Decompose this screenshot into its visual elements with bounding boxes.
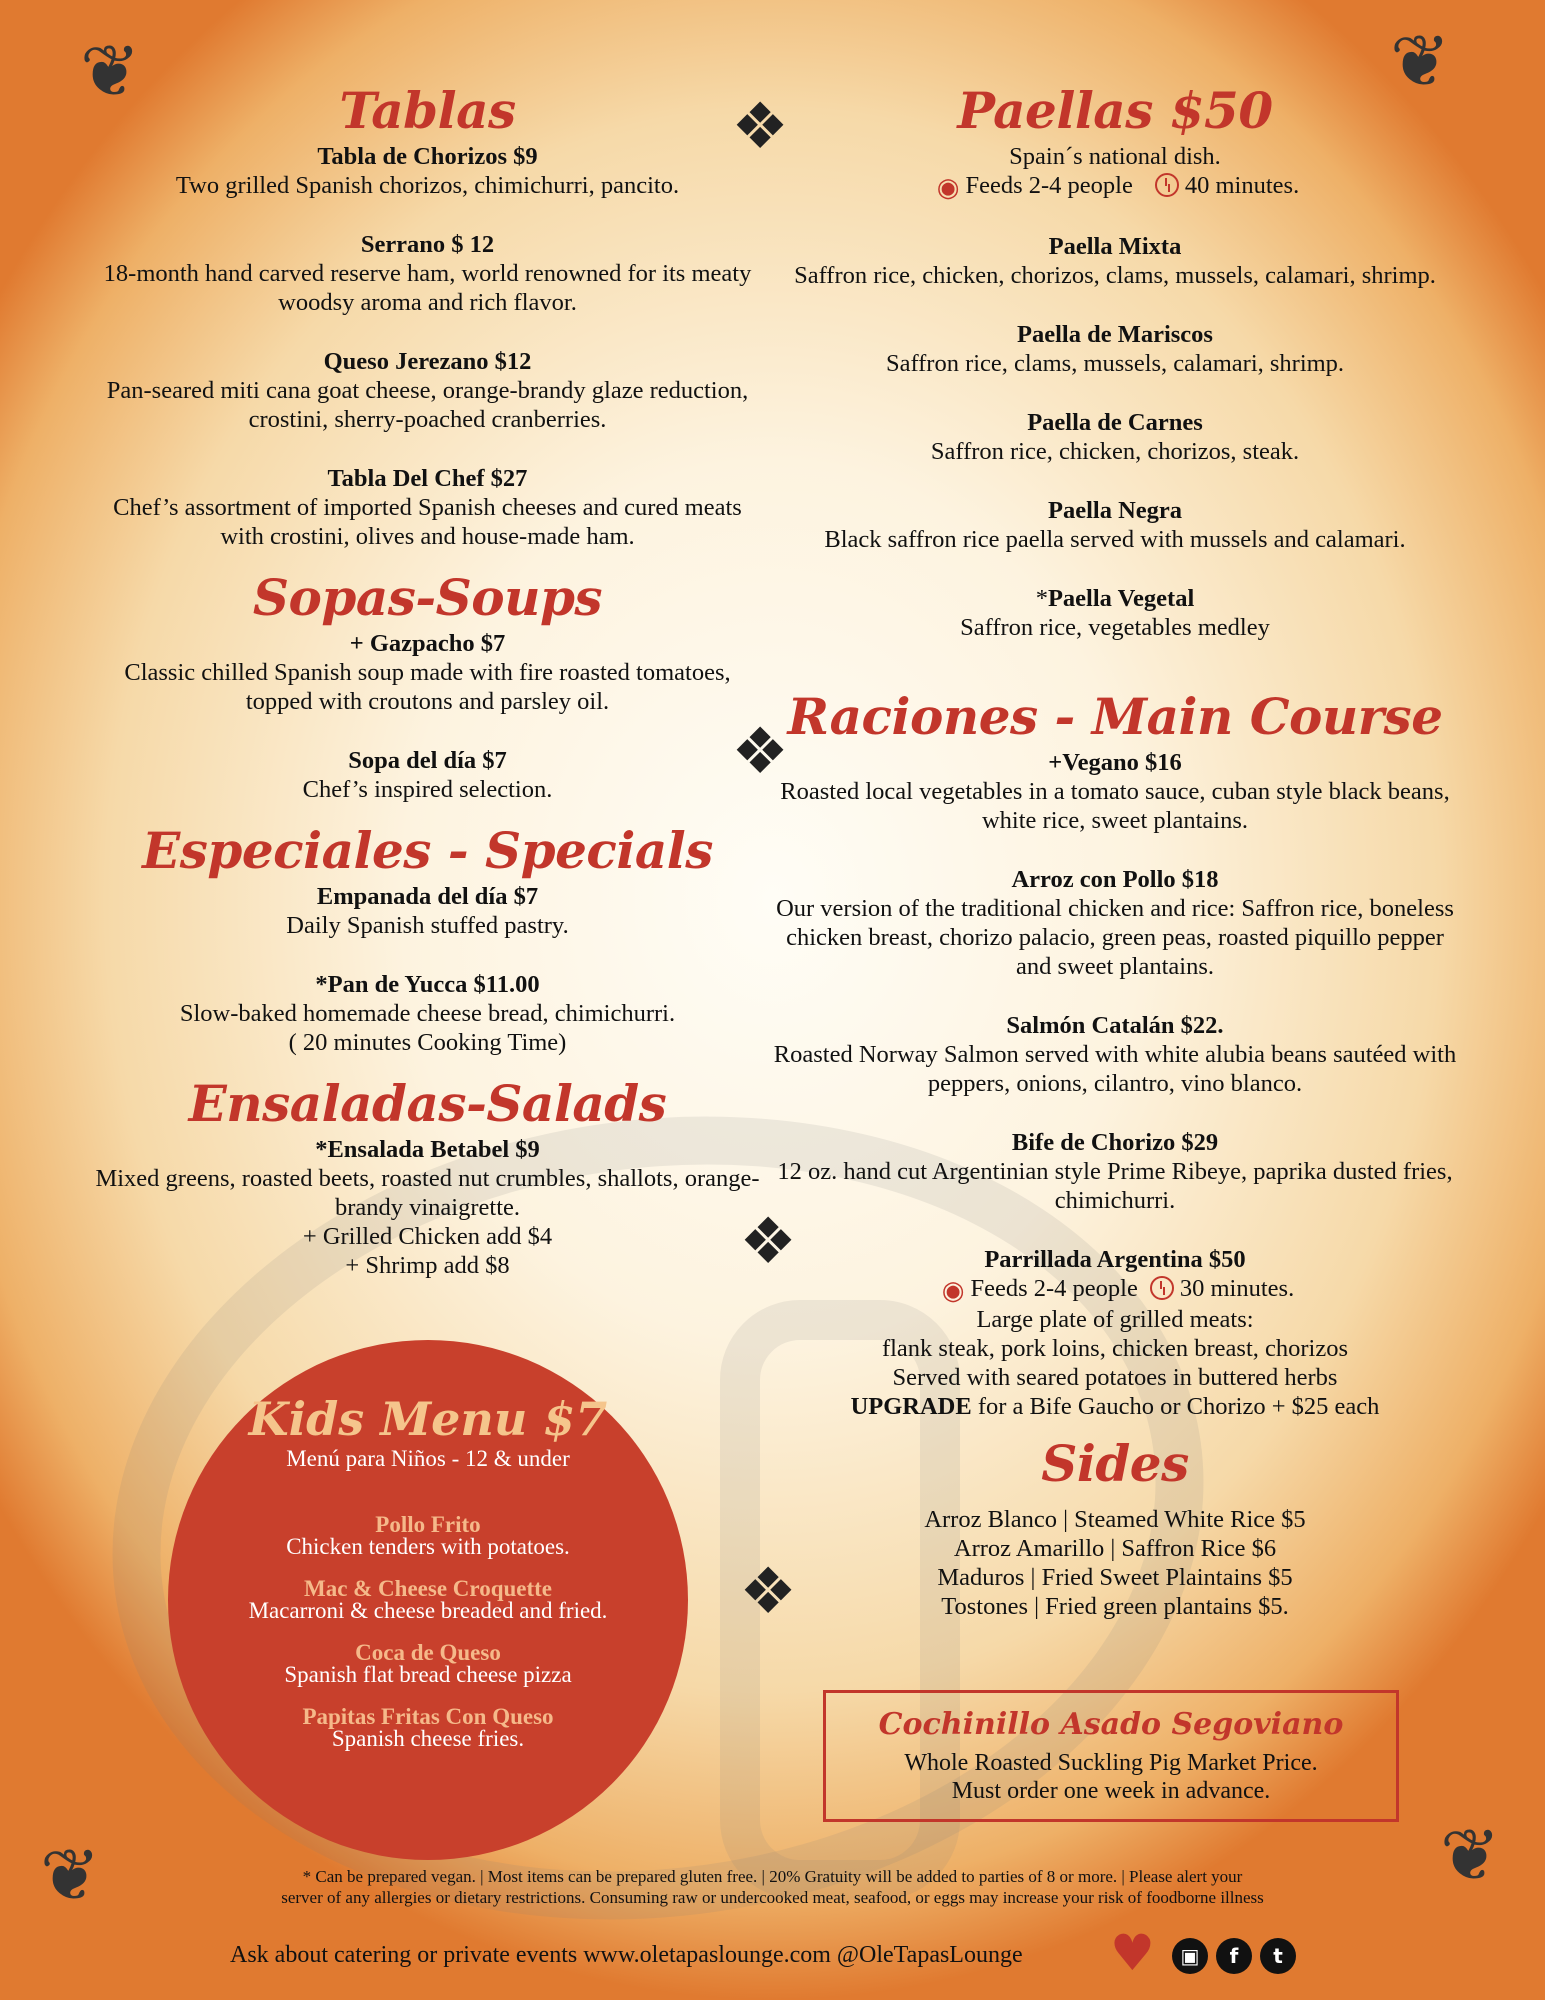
sides-list [770, 1505, 1460, 1621]
menu-item [95, 347, 760, 434]
kids-item-name: Pollo Frito [375, 1512, 481, 1537]
item-name: Serrano $ 12 [360, 231, 495, 258]
paellas-intro: Spain´s national dish. [1009, 143, 1221, 170]
section-title-raciones: Raciones - Main Course [787, 686, 1443, 746]
menu-item [770, 1011, 1460, 1098]
menu-item [95, 970, 760, 1057]
item-name: *Pan de Yucca $11.00 [315, 971, 540, 998]
item-desc: Slow-baked homemade cheese bread, chimichurri. [179, 1000, 676, 1027]
menu-item [95, 142, 760, 200]
menu-item [770, 1128, 1460, 1215]
vegan-star: * [1035, 584, 1048, 612]
item-name: *Ensalada Betabel $9 [315, 1136, 540, 1163]
corner-ornament-icon: ❦ [1440, 1816, 1501, 1896]
item-desc: Daily Spanish stuffed pastry. [286, 912, 569, 939]
time-text: 30 minutes. [1179, 1274, 1295, 1302]
item-name: Paella Mixta [1048, 232, 1182, 260]
item-addon: + Grilled Chicken add $4 [302, 1223, 553, 1250]
item-name: Tabla Del Chef $27 [327, 465, 528, 492]
section-title-sopas: Sopas-Soups [252, 568, 603, 627]
corner-ornament-icon: ❦ [1390, 22, 1451, 102]
item-name: Paella de Carnes [1027, 408, 1203, 436]
kids-item-name: Mac & Cheese Croquette [303, 1576, 553, 1601]
paellas-serving-info [770, 171, 1460, 202]
kids-item-desc: Spanish flat bread cheese pizza [284, 1662, 572, 1687]
cochinillo-title: Cochinillo Asado Segoviano [878, 1707, 1344, 1742]
kids-item-desc: Macarroni & cheese breaded and fried. [248, 1598, 608, 1623]
item-desc: Saffron rice, chicken, chorizos, clams, mussels, calamari, shrimp. [794, 261, 1436, 289]
scroll-ornament-icon: ❖ [731, 91, 789, 162]
menu-item [770, 408, 1460, 466]
item-name: Bife de Chorizo $29 [1011, 1128, 1219, 1156]
section-title-especiales: Especiales - Specials [142, 821, 713, 880]
corner-ornament-icon: ❦ [80, 32, 141, 112]
clock-icon [1155, 173, 1179, 197]
item-desc: Pan-seared miti cana goat cheese, orange-brandy glaze reduction, crostini, sherry-poached cranberries. [106, 377, 749, 433]
right-column [770, 80, 1460, 1651]
item-desc: Mixed greens, roasted beets, roasted nut crumbles, shallots, orange-brandy vinaigrette. [95, 1165, 760, 1221]
plate-icon: ◉ [941, 1275, 965, 1305]
kids-item [168, 1578, 688, 1622]
section-title-ensaladas: Ensaladas-Salads [188, 1074, 667, 1133]
scroll-ornament-icon: ❖ [731, 716, 789, 787]
footer-text: Ask about catering or private events www.oletapaslounge.com @OleTapasLounge [230, 1942, 1023, 1968]
facebook-icon[interactable]: f [1216, 1938, 1252, 1974]
menu-item [95, 629, 760, 716]
item-desc: Saffron rice, vegetables medley [960, 613, 1270, 641]
footnote-line: server of any allergies or dietary restrictions. Consuming raw or undercooked meat, seafood, or eggs may increase your risk of foodborne illness [281, 1888, 1264, 1907]
menu-item [770, 865, 1460, 981]
kids-item-name: Coca de Queso [355, 1640, 501, 1665]
item-name: Salmón Catalán $22. [1006, 1011, 1224, 1039]
item-name: Queso Jerezano $12 [323, 348, 532, 375]
kids-item [168, 1642, 688, 1686]
kids-item [168, 1514, 688, 1558]
item-note: ( 20 minutes Cooking Time) [288, 1029, 567, 1056]
kids-item-desc: Chicken tenders with potatoes. [286, 1534, 570, 1559]
instagram-icon[interactable]: ▣ [1172, 1938, 1208, 1974]
upgrade-label: UPGRADE [850, 1392, 972, 1420]
section-title-paellas: Paellas $50 [957, 81, 1273, 140]
kids-menu-circle [168, 1340, 688, 1860]
parrillada-serving-info [770, 1274, 1460, 1305]
item-desc: Classic chilled Spanish soup made with fire roasted tomatoes, topped with croutons and parsley oil. [124, 659, 731, 715]
menu-item [95, 1135, 760, 1280]
feeds-text: Feeds 2-4 people [970, 1274, 1138, 1302]
menu-item [770, 1245, 1460, 1421]
side-item: Arroz Blanco | Steamed White Rice $5 [924, 1505, 1306, 1533]
clock-icon [1150, 1276, 1174, 1300]
section-title-sides: Sides [1041, 1433, 1189, 1493]
footnote-line: * Can be prepared vegan. | Most items can be prepared gluten free. | 20% Gratuity will be added to parties of 8 or more. | Please alert your [302, 1867, 1243, 1886]
kids-menu-subtitle: Menú para Niños - 12 & under [286, 1446, 570, 1471]
item-desc: Chef’s inspired selection. [302, 776, 553, 803]
item-desc: Two grilled Spanish chorizos, chimichurri, pancito. [175, 172, 680, 199]
cochinillo-line: Whole Roasted Suckling Pig Market Price. [904, 1750, 1318, 1776]
menu-item [770, 142, 1460, 202]
scroll-ornament-icon: ❖ [739, 1206, 797, 1277]
time-text: 40 minutes. [1184, 172, 1300, 199]
menu-item [95, 746, 760, 804]
side-item: Arroz Amarillo | Saffron Rice $6 [953, 1534, 1277, 1562]
kids-menu-title: Kids Menu $7 [248, 1392, 608, 1446]
menu-item [770, 320, 1460, 378]
item-desc: Saffron rice, clams, mussels, calamari, shrimp. [885, 349, 1345, 377]
menu-item [770, 496, 1460, 554]
item-desc: Our version of the traditional chicken and rice: Saffron rice, boneless chicken breast, chorizo palacio, green peas, roasted piquillo pepper and sweet plantains. [776, 894, 1454, 980]
item-desc: Served with seared potatoes in buttered herbs [892, 1363, 1338, 1391]
upgrade-text: for a Bife Gaucho or Chorizo + $25 each [971, 1392, 1380, 1420]
footnote [140, 1866, 1405, 1908]
kids-item [168, 1706, 688, 1750]
item-desc: flank steak, pork loins, chicken breast, chorizos [881, 1334, 1349, 1362]
cochinillo-box [823, 1690, 1399, 1822]
side-item: Maduros | Fried Sweet Plaintains $5 [937, 1563, 1293, 1591]
scroll-ornament-icon: ❖ [739, 1556, 797, 1627]
item-name: +Vegano $16 [1048, 748, 1182, 776]
item-desc: 12 oz. hand cut Argentinian style Prime Ribeye, paprika dusted fries, chimichurri. [777, 1157, 1453, 1214]
menu-item [95, 464, 760, 551]
item-desc: Large plate of grilled meats: [976, 1305, 1254, 1333]
kids-item-name: Papitas Fritas Con Queso [302, 1704, 554, 1729]
twitter-icon[interactable]: t [1260, 1938, 1296, 1974]
section-title-tablas: Tablas [339, 81, 516, 140]
menu-item [95, 230, 760, 317]
left-column [95, 80, 760, 1310]
item-name-text: Paella Vegetal [1047, 584, 1195, 612]
cochinillo-desc [826, 1749, 1396, 1805]
item-name: Sopa del día $7 [348, 747, 507, 774]
item-name: Tabla de Chorizos $9 [317, 143, 538, 170]
item-desc: Chef’s assortment of imported Spanish cheeses and cured meats with crostini, olives and house-made ham. [113, 494, 742, 550]
feeds-text: Feeds 2-4 people [965, 172, 1133, 199]
item-desc: Saffron rice, chicken, chorizos, steak. [930, 437, 1300, 465]
item-name: Arroz con Pollo $18 [1011, 865, 1219, 893]
upgrade-line [770, 1392, 1460, 1421]
menu-item [770, 584, 1460, 642]
item-name [770, 584, 1460, 613]
heart-icon: ♥ [1110, 1924, 1155, 1982]
menu-item [770, 748, 1460, 835]
item-desc: 18-month hand carved reserve ham, world renowned for its meaty woodsy aroma and rich flavor. [103, 260, 752, 316]
item-name: + Gazpacho $7 [349, 630, 506, 657]
cochinillo-line: Must order one week in advance. [951, 1778, 1271, 1804]
item-addon: + Shrimp add $8 [345, 1252, 510, 1279]
kids-item-desc: Spanish cheese fries. [331, 1726, 525, 1751]
item-name: Empanada del día $7 [316, 883, 539, 910]
item-desc: Black saffron rice paella served with mussels and calamari. [824, 525, 1406, 553]
side-item: Tostones | Fried green plantains $5. [941, 1592, 1289, 1620]
item-name: Paella Negra [1047, 496, 1183, 524]
item-name: Paella de Mariscos [1017, 320, 1213, 348]
item-desc: Roasted local vegetables in a tomato sauce, cuban style black beans, white rice, sweet plantains. [780, 777, 1450, 834]
plate-icon: ◉ [936, 172, 960, 202]
item-name: Parrillada Argentina $50 [984, 1245, 1246, 1273]
corner-ornament-icon: ❦ [40, 1836, 101, 1916]
menu-item [770, 232, 1460, 290]
item-desc: Roasted Norway Salmon served with white alubia beans sautéed with peppers, onions, cilantro, vino blanco. [773, 1040, 1457, 1097]
menu-item [95, 882, 760, 940]
